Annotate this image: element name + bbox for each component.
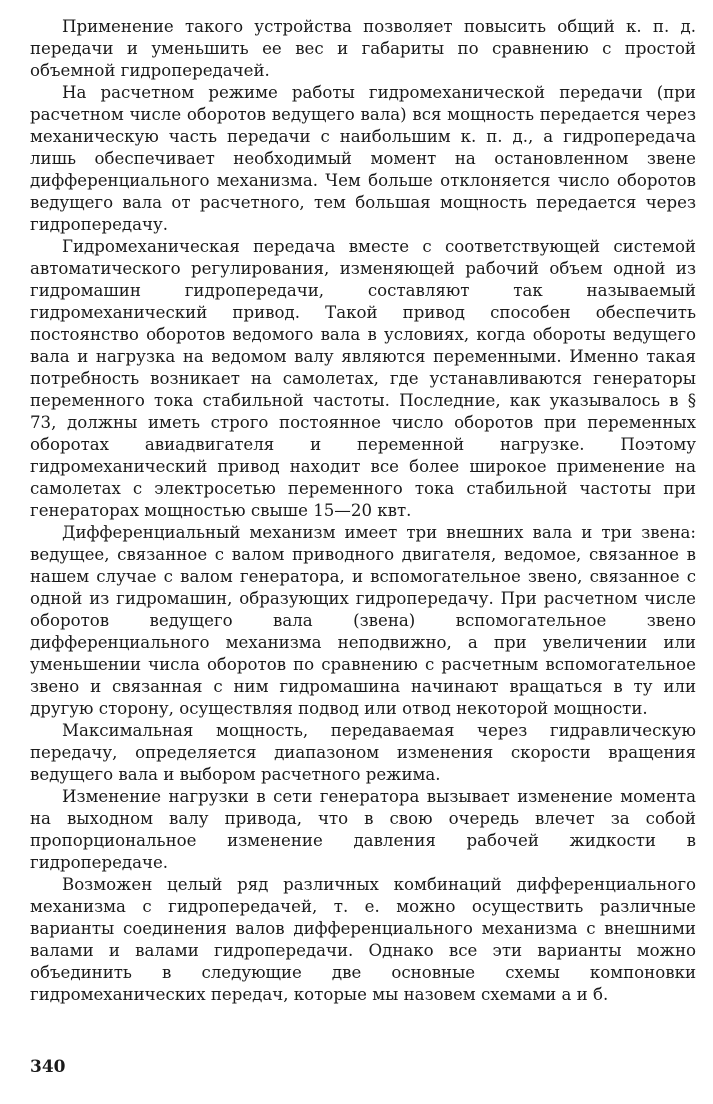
paragraph-6: Изменение нагрузки в сети генератора вызывает изменение момента на выходном валу привода, что в свою очередь влечет за собой пропорциональное изменение давления рабочей жидкости в гидропередаче.: [30, 787, 696, 872]
page-body: [30, 16, 696, 1006]
page-number: 340: [30, 1057, 66, 1077]
paragraph-2: На расчетном режиме работы гидромеханической передачи (при расчетном числе оборотов ведущего вала) вся мощность передается через механическую часть передачи с наибольшим к. п. д., а гидропередача лишь обеспечивает необходимый момент на остановленном звене дифференциального механизма. Чем больше отклоняется число оборотов ведущего вала от расчетного, тем большая мощность передается через гидропередачу.: [30, 83, 696, 234]
paragraph-5: Максимальная мощность, передаваемая через гидравлическую передачу, определяется диапазоном изменения скорости вращения ведущего вала и выбором расчетного режима.: [30, 721, 696, 784]
paragraph-7: Возможен целый ряд различных комбинаций дифференциального механизма с гидропередачей, т. е. можно осуществить различные варианты соединения валов дифференциального механизма с внешними валами и валами гидропередачи. Однако все эти варианты можно объединить в следующие две основные схемы компоновки гидромеханических передач, которые мы назовем схемами а и б.: [30, 875, 696, 1004]
paragraph-1: Применение такого устройства позволяет повысить общий к. п. д. передачи и уменьшить ее вес и габариты по сравнению с простой объемной гидропередачей.: [30, 17, 696, 80]
paragraph-4: Дифференциальный механизм имеет три внешних вала и три звена: ведущее, связанное с валом приводного двигателя, ведомое, связанное в нашем случае с валом генератора, и вспомогательное звено, связанное с одной из гидромашин, образующих гидропередачу. При расчетном числе оборотов ведущего вала (звена) вспомогательное звено дифференциального механизма неподвижно, а при увеличении или уменьшении числа оборотов по сравнению с расчетным вспомогательное звено и связанная с ним гидромашина начинают вращаться в ту или другую сторону, осуществляя подвод или отвод некоторой мощности.: [30, 523, 696, 718]
paragraph-3: Гидромеханическая передача вместе с соответствующей системой автоматического регулирования, изменяющей рабочий объем одной из гидромашин гидропередачи, составляют так называемый гидромеханический привод. Такой привод способен обеспечить постоянство оборотов ведомого вала в условиях, когда обороты ведущего вала и нагрузка на ведомом валу являются переменными. Именно такая потребность возникает на самолетах, где устанавливаются генераторы переменного тока стабильной частоты. Последние, как указывалось в § 73, должны иметь строго постоянное число оборотов при переменных оборотах авиадвигателя и переменной нагрузке. Поэтому гидромеханический привод находит все более широкое применение на самолетах с электросетью переменного тока стабильной частоты при генераторах мощностью свыше 15—20 квт.: [30, 237, 696, 520]
